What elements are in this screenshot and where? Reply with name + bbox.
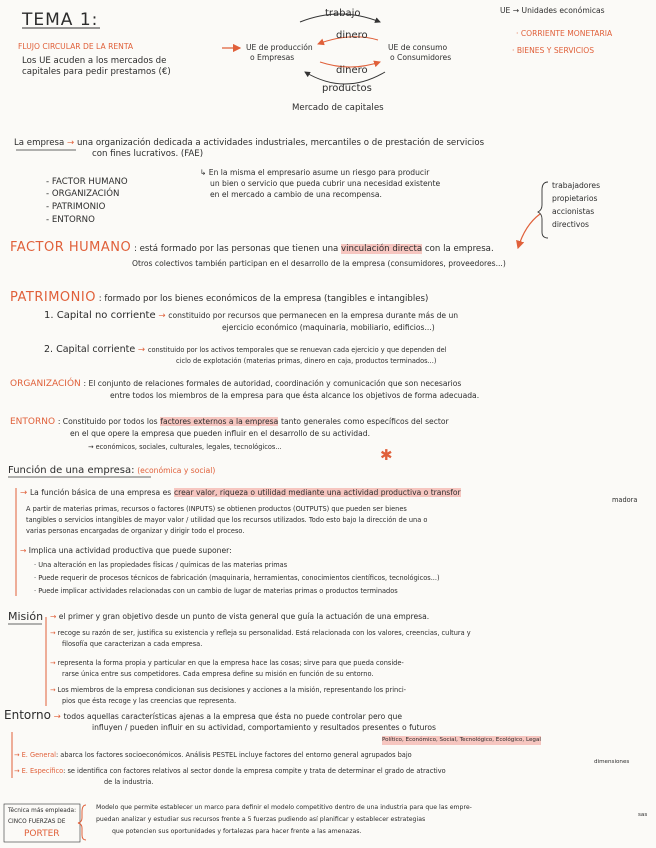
legend-corriente: · CORRIENTE MONETARIA xyxy=(516,29,613,38)
mision-item: recoge su razón de ser, justifica su existencia y refleja su personalidad. Está relacionada con los valores, creencias, cultura y xyxy=(57,629,471,637)
empresa-def-1: una organización dedicada a actividades industriales, mercantiles o de prestación de servicios xyxy=(76,138,485,148)
diagram-dinero-top: dinero xyxy=(336,30,368,41)
mision-label: Misión xyxy=(8,610,44,623)
porter-line-3: que potencien sus oportunidades y fortalezas para hacer frente a las amenazas. xyxy=(112,828,362,835)
mision-item: Los miembros de la empresa condicionan sus decisiones y acciones a la misión, representando los princi- xyxy=(57,686,407,694)
diagram-ue-consumo: UE de consumo xyxy=(388,43,448,52)
funcion-implica: Implica una actividad productiva que puede suponer: xyxy=(28,546,232,555)
porter-label-2: CINCO FUERZAS DE xyxy=(8,819,66,825)
entorno-label: ENTORNO xyxy=(10,417,56,427)
e-general-end: dimensiones xyxy=(594,759,630,765)
mision-item: filosofía que caracterizan a cada empresa. xyxy=(62,640,203,648)
factor-humano-label: FACTOR HUMANO xyxy=(10,240,132,255)
roles-bracket xyxy=(538,182,548,238)
funcion-label: Función de una empresa: xyxy=(8,465,135,476)
funcion-desc-1: A partir de materias primas, recursos o factores (INPUTS) se obtienen productos (OUTPUTS) que pueden ser bienes xyxy=(26,505,407,513)
crear-valor-highlight: crear valor, riqueza o utilidad mediante una actividad productiva o transfor xyxy=(173,488,461,497)
empresa-element: - ORGANIZACIÓN xyxy=(46,189,120,199)
patrimonio-label: PATRIMONIO xyxy=(10,290,96,305)
mision-item: rarse única entre sus competidores. Cada empresa define su misión en función de su entorno. xyxy=(62,670,374,678)
porter-label-3: PORTER xyxy=(24,829,60,839)
diagram-productos: productos xyxy=(322,83,372,94)
roles-arrow xyxy=(518,214,540,248)
entorno-line-2: en el que opere la empresa que pueden influir en el desarrollo de su actividad. xyxy=(70,429,370,438)
diagram-ue-produccion-2: o Empresas xyxy=(250,53,295,62)
legend-ue: UE → Unidades económicas xyxy=(500,6,605,15)
entorno-line-3: → económicos, sociales, culturales, legales, tecnológicos... xyxy=(88,443,282,451)
porter-line-2: puedan analizar y estudiar sus recursos frente a 5 fuerzas pudiendo así planificar y establecer estrategias xyxy=(96,816,426,823)
empresa-element: - PATRIMONIO xyxy=(46,202,106,212)
funcion-bullet: · Una alteración en las propiedades físicas / químicas de las materias primas xyxy=(34,561,288,569)
diagram-dinero-bottom: dinero xyxy=(336,65,368,76)
diagram-ue-consumo-2: o Consumidores xyxy=(390,53,452,62)
e-general-label: E. General xyxy=(21,751,56,759)
mision-item: pios que ésta recoge y las creencias que representa. xyxy=(62,697,237,705)
vinculacion-highlight: vinculación directa xyxy=(341,244,423,254)
role-item: trabajadores xyxy=(552,181,601,190)
empresa-label: La empresa xyxy=(14,138,65,148)
pestel-highlight: Político, Económico, Social, Tecnológico, Ecológico, Legal xyxy=(382,737,541,743)
empresa-note-1: ↳ En la misma el empresario asume un riesgo para producir xyxy=(200,168,430,177)
mision-item: representa la forma propia y particular en que la empresa hace las cosas; sirve para que pueda conside- xyxy=(57,659,404,667)
role-item: accionistas xyxy=(552,207,595,216)
empresa-element: - FACTOR HUMANO xyxy=(46,177,128,187)
flujo-title: FLUJO CIRCULAR DE LA RENTA xyxy=(18,42,134,51)
svg-text:✱: ✱ xyxy=(380,446,393,464)
e-especifico-2: de la industria. xyxy=(104,778,154,786)
capital-no-corriente-label: 1. Capital no corriente xyxy=(44,310,156,321)
diagram-mercado: Mercado de capitales xyxy=(292,103,384,113)
factores-externos-highlight: factores externos a la empresa xyxy=(160,417,279,426)
flujo-desc-1: Los UE acuden a los mercados de xyxy=(22,56,167,66)
capital-corriente-label: 2. Capital corriente xyxy=(44,344,136,355)
empresa-element: - ENTORNO xyxy=(46,215,95,225)
factor-humano-line-2: Otros colectivos también participan en el desarrollo de la empresa (consumidores, proveedores...) xyxy=(132,259,506,268)
porter-brace xyxy=(78,805,86,840)
funcion-qualifier: (económica y social) xyxy=(137,466,216,475)
flujo-desc-2: capitales para pedir prestamos (€) xyxy=(22,67,171,77)
porter-line-1: Modelo que permite establecer un marco para definir el modelo competitivo dentro de una industria para que las empre- xyxy=(96,804,472,811)
organizacion-line-2: entre todos los miembros de la empresa para que ésta alcance los objetivos de forma adecuada. xyxy=(110,391,480,400)
empresa-note-3: en el mercado a cambio de una recompensa. xyxy=(210,190,382,199)
legend-bienes: · BIENES Y SERVICIOS xyxy=(512,46,595,55)
porter-label-1: Técnica más empleada: xyxy=(8,808,77,814)
organizacion-label: ORGANIZACIÓN xyxy=(10,379,81,389)
funcion-basic-end: madora xyxy=(612,496,638,504)
funcion-bullet: · Puede requerir de procesos técnicos de fabricación (maquinaria, herramientas, conocimientos científicos, tecnológicos...) xyxy=(34,574,440,582)
porter-line-1-end: sas xyxy=(638,812,648,818)
funcion-desc-3: varias personas encargadas de organizar y dirigir todo el proceso. xyxy=(26,527,245,535)
empresa-def-2: con fines lucrativos. (FAE) xyxy=(92,149,204,159)
empresa-note-2: un bien o servicio que pueda cubrir una necesidad existente xyxy=(210,179,441,188)
entorno2-label: Entorno xyxy=(4,708,51,722)
mision-item: el primer y gran objetivo desde un punto de vista general que guía la actuación de una empresa. xyxy=(58,612,430,621)
funcion-desc-2: tangibles o servicios intangibles de mayor valor / utilidad que los recursos utilizados. Todo esto bajo la dirección de una o xyxy=(26,516,428,524)
page-title: TEMA 1: xyxy=(22,10,99,30)
e-especifico-label: E. Específico xyxy=(21,767,64,775)
entorno2-line-2: influyen / pueden influir en su actividad, comportamiento y resultados presentes o futuros xyxy=(92,723,436,732)
diagram-trabajo: trabajo xyxy=(325,8,361,19)
capital-corriente-2: ciclo de explotación (materias primas, dinero en caja, productos terminados...) xyxy=(176,357,437,365)
funcion-bullet: · Puede implicar actividades relacionadas con un cambio de lugar de materias primas o productos terminados xyxy=(34,587,398,595)
capital-no-corriente-2: ejercicio económico (maquinaria, mobiliario, edificios...) xyxy=(222,323,435,332)
role-item: propietarios xyxy=(552,194,598,203)
role-item: directivos xyxy=(552,220,589,229)
diagram-ue-produccion: UE de producción xyxy=(246,43,313,52)
